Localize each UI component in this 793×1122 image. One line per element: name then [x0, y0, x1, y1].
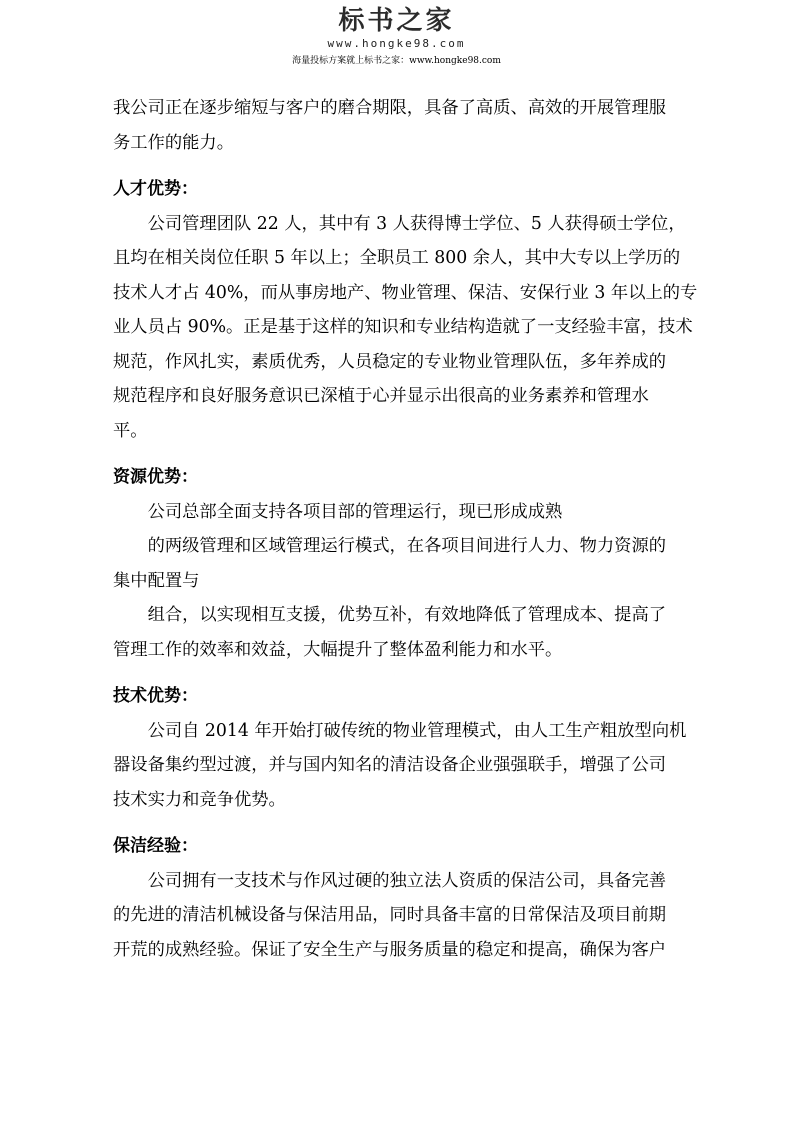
text-line: 我公司正在逐步缩短与客户的磨合期限，具备了高质、高效的开展管理服 — [113, 98, 667, 118]
text-line: 平。 — [113, 420, 148, 441]
text-line: 业人员占 90%。正是基于这样的知识和专业结构造就了一支经验丰富，技术 — [113, 317, 693, 337]
text-line: 的先进的清洁机械设备与保洁用品，同时具备丰富的日常保洁及项目前期 — [113, 905, 667, 925]
section-heading-resources: 资源优势： — [113, 467, 198, 487]
text-line: 器设备集约型过渡，并与国内知名的清洁设备企业强强联手，增强了公司 — [113, 755, 667, 775]
text-line: 集中配置与 — [113, 570, 200, 591]
logo-url[interactable]: www.hongke98.com — [327, 37, 466, 50]
text-line: 规范，作风扎实，素质优秀，人员稳定的专业物业管理队伍，多年养成的 — [113, 351, 667, 372]
text-line: 公司拥有一支技术与作风过硬的独立法人资质的保洁公司，具备完善 — [113, 870, 667, 891]
text-line: 开荒的成熟经验。保证了安全生产与服务质量的稳定和提高，确保为客户 — [113, 939, 667, 960]
section-heading-talent: 人才优势： — [113, 179, 198, 199]
text-line: 管理工作的效率和效益，大幅提升了整体盈利能力和水平。 — [113, 639, 563, 660]
intro-paragraph — [113, 91, 719, 160]
section-heading-cleaning: 保洁经验： — [113, 836, 198, 856]
logo-title: 标书之家 — [338, 6, 455, 36]
text-line: 公司自 2014 年开始打破传统的物业管理模式，由人工生产粗放型向机 — [113, 720, 687, 741]
text-line: 公司管理团队 22 人，其中有 3 人获得博士学位、5 人获得硕士学位， — [113, 213, 686, 234]
section-paragraph-talent — [113, 207, 719, 449]
section-paragraph-technology — [113, 714, 719, 818]
header-tagline: 海量投标方案就上标书之家：www.hongke98.com — [292, 56, 501, 66]
section-heading-technology: 技术优势： — [113, 686, 198, 706]
text-line: 组合，以实现相互支援，优势互补，有效地降低了管理成本、提高了 — [113, 605, 667, 625]
section-paragraph-resources — [113, 495, 719, 668]
text-line: 公司总部全面支持各项目部的管理运行，现已形成成熟 — [113, 501, 563, 522]
text-line: 规范程序和良好服务意识已深植于心并显示出很高的业务素养和管理水 — [113, 386, 649, 406]
text-line: 技术人才占 40%，而从事房地产、物业管理、保洁、安保行业 3 年以上的专 — [113, 282, 698, 303]
document-body — [113, 91, 719, 967]
section-paragraph-cleaning — [113, 864, 719, 968]
page-header — [0, 6, 793, 67]
text-line: 务工作的能力。 — [113, 132, 234, 153]
text-line: 且均在相关岗位任职 5 年以上；全职员工 800 余人，其中大专以上学历的 — [113, 248, 681, 268]
text-line: 的两级管理和区域管理运行模式，在各项目间进行人力、物力资源的 — [113, 536, 667, 556]
text-line: 技术实力和竞争优势。 — [113, 789, 286, 810]
